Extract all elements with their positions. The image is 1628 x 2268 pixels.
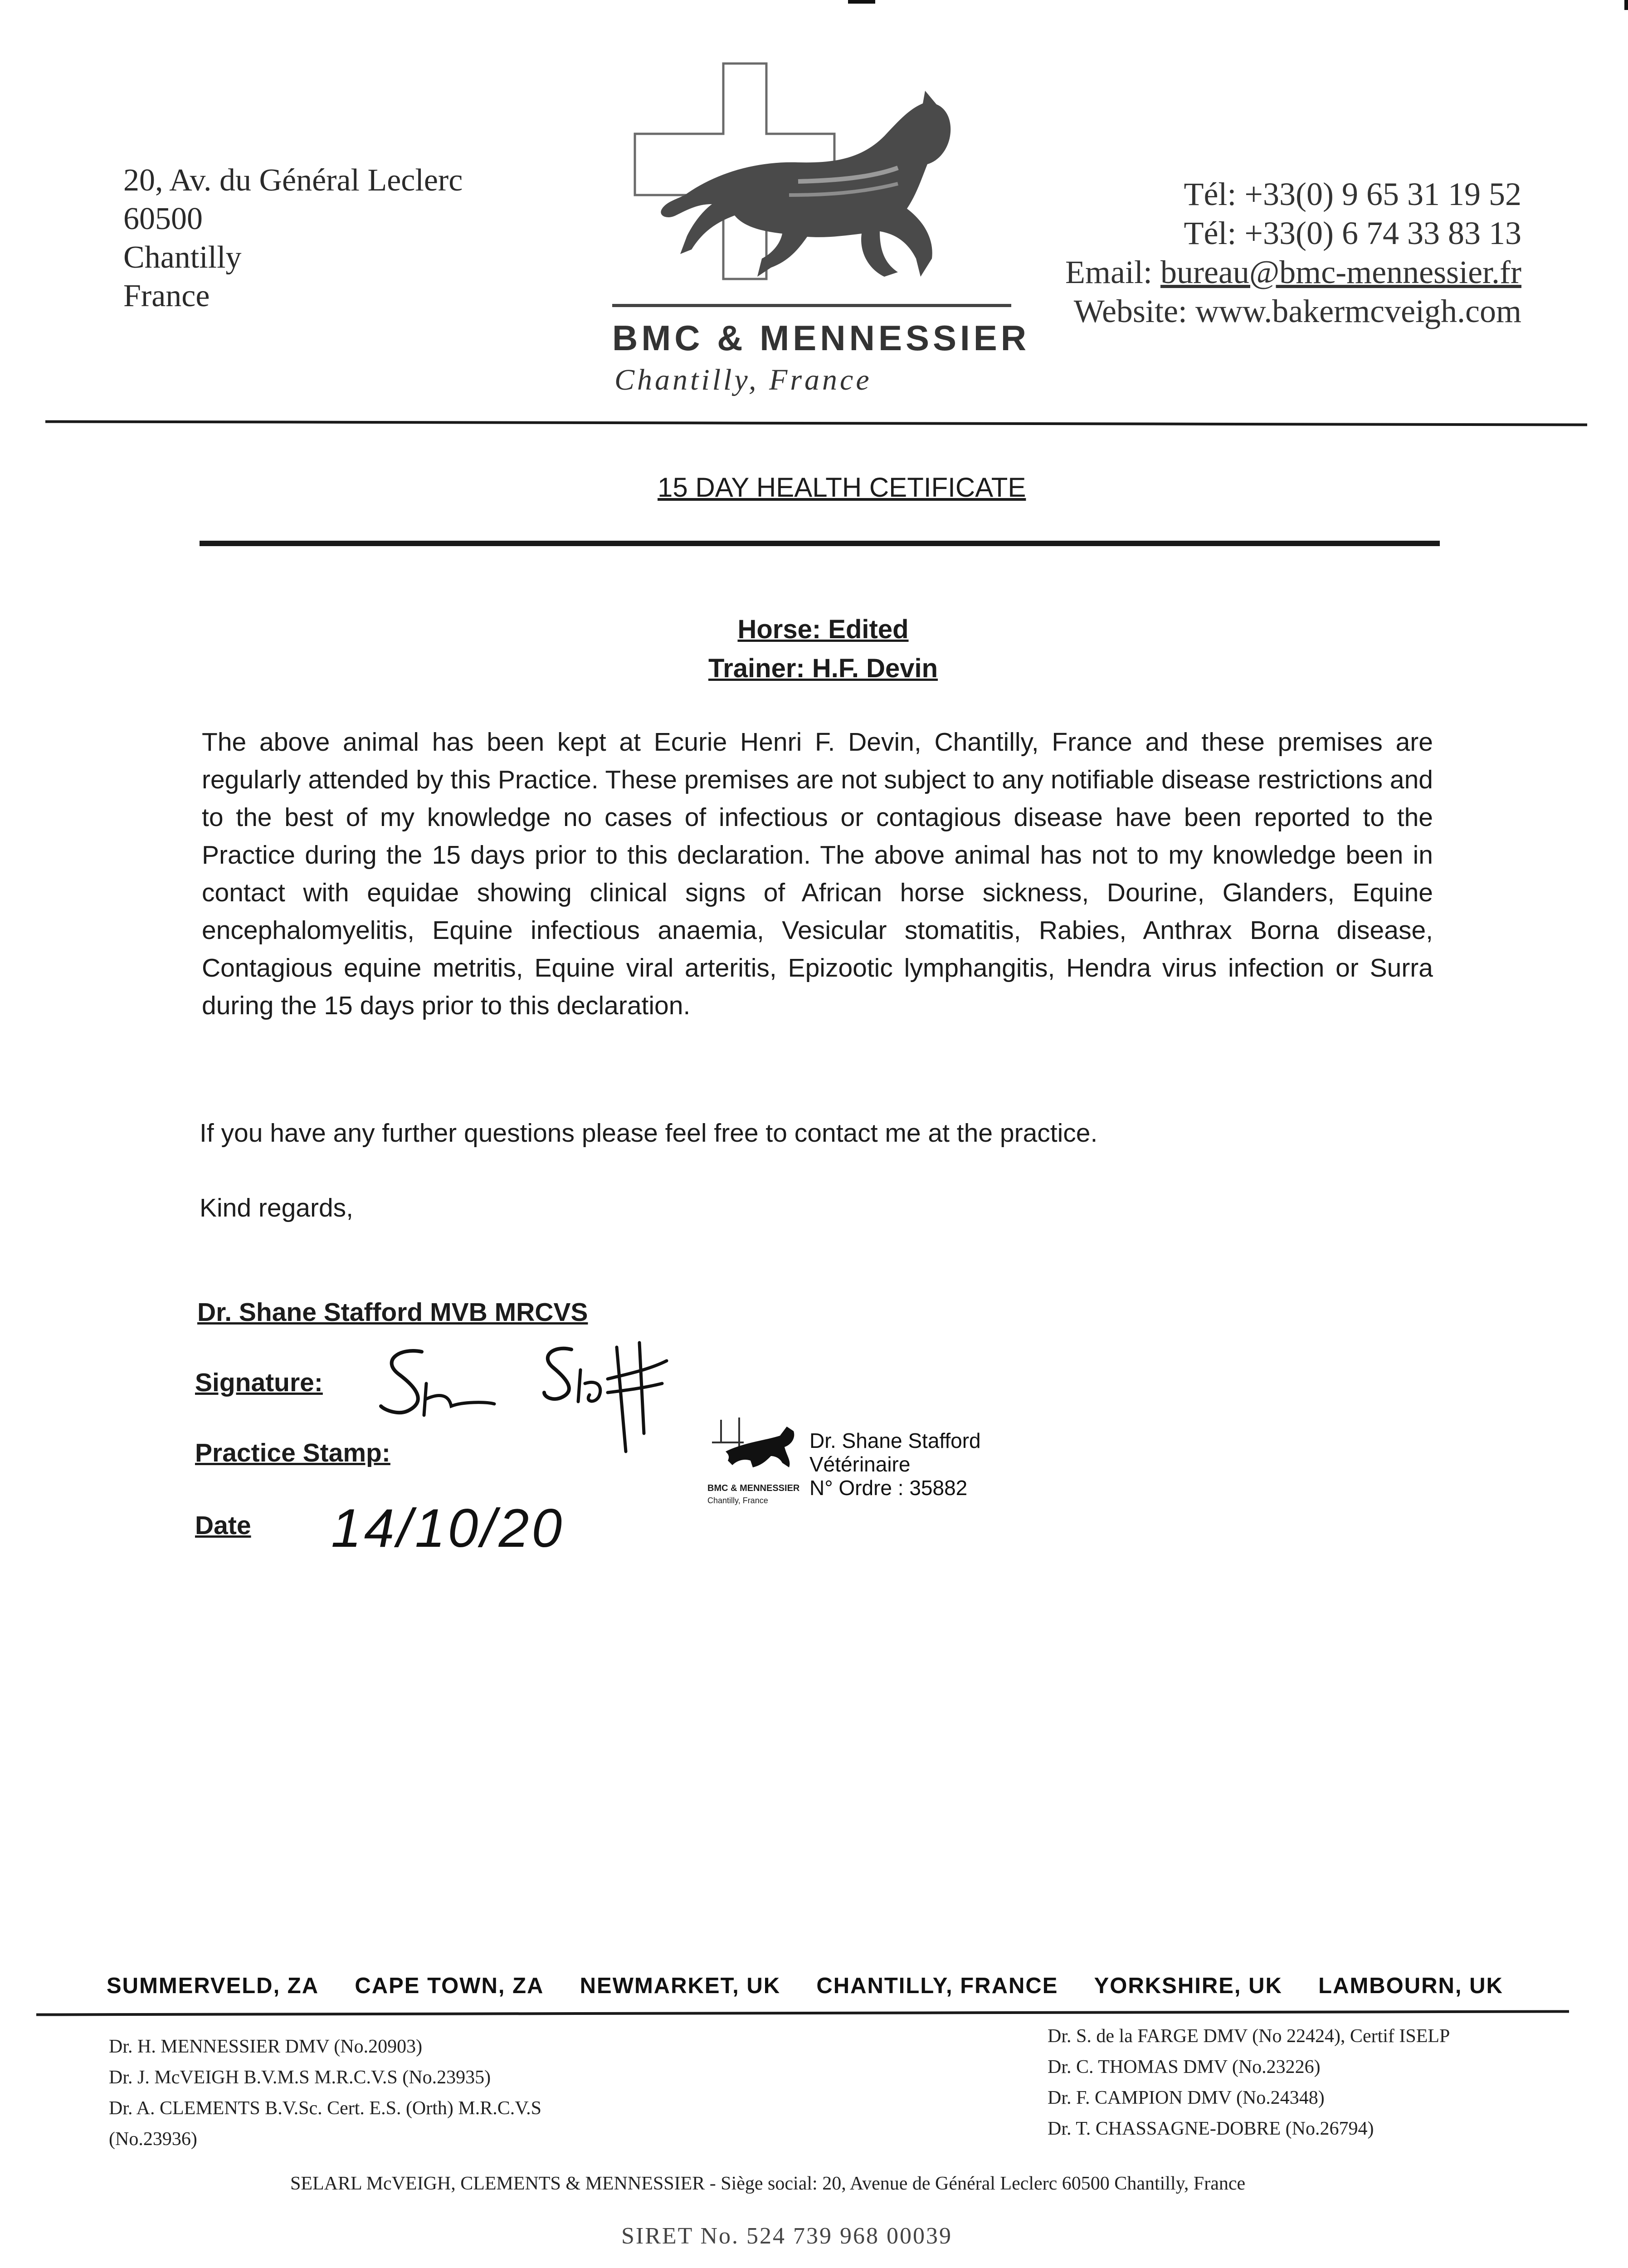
location-lambourn: LAMBOURN, UK xyxy=(1318,1974,1503,1998)
practice-logo xyxy=(608,59,1030,413)
address-postcode: 60500 xyxy=(123,201,203,236)
vet-thomas: Dr. C. THOMAS DMV (No.23226) xyxy=(1048,2057,1321,2077)
signatory-name: Dr. Shane Stafford MVB MRCVS xyxy=(197,1298,588,1327)
vets-left-list xyxy=(109,2031,541,2155)
vet-clements: Dr. A. CLEMENTS B.V.Sc. Cert. E.S. (Orth) M.R.C.V.S xyxy=(109,2098,542,2119)
signature-label: Signature: xyxy=(195,1368,323,1397)
location-cape-town: CAPE TOWN, ZA xyxy=(355,1974,544,1998)
email-label: Email: xyxy=(1065,254,1160,290)
website-line[interactable]: Website: www.bakermcveigh.com xyxy=(1073,293,1521,329)
stamp-text xyxy=(809,1429,981,1500)
practice-stamp-label: Practice Stamp: xyxy=(195,1438,390,1467)
contact-sentence: If you have any further questions please feel free to contact me at the practice. xyxy=(200,1119,1098,1148)
stamp-vet-name: Dr. Shane Stafford xyxy=(809,1429,981,1452)
trainer-name: Trainer: H.F. Devin xyxy=(708,654,938,683)
date-label: Date xyxy=(195,1511,251,1540)
location-chantilly: CHANTILLY, FRANCE xyxy=(816,1974,1058,1998)
phone-2: Tél: +33(0) 6 74 33 83 13 xyxy=(1184,215,1521,251)
vet-de-la-farge: Dr. S. de la FARGE DMV (No 22424), Certif ISELP xyxy=(1048,2026,1450,2047)
certificate-title: 15 DAY HEALTH CETIFICATE xyxy=(658,472,1026,503)
location-summerveld: SUMMERVELD, ZA xyxy=(107,1974,319,1998)
address-country: France xyxy=(123,279,210,313)
email-line xyxy=(1065,253,1521,292)
stamp-horse-icon xyxy=(707,1415,807,1474)
registered-seat: SELARL McVEIGH, CLEMENTS & MENNESSIER - Siège social: 20, Avenue de Général Leclerc 60500 Chantilly, France xyxy=(290,2173,1246,2194)
scan-mark xyxy=(848,0,875,4)
locations-strip xyxy=(107,1973,1503,1999)
certificate-body: The above animal has been kept at Ecurie Henri F. Devin, Chantilly, France and these premises are regularly attended by this Practice. These premises are not subject to any notifiable disease restrictions and to the best of my knowledge no cases of infectious or contagious disease have been reported to the Practice during the 15 days prior to this declaration. The above animal has not to my knowledge been in contact with equidae showing clinical signs of African horse sickness, Dourine, Glanders, Equine encephalomyelitis, Equine infectious anaemia, Vesicular stomatitis, Rabies, Anthrax Borna disease, Contagious equine metritis, Equine viral arteritis, Epizootic lymphangitis, Hendra virus infection or Surra during the 15 days prior to this declaration. xyxy=(202,728,1433,1020)
horse-name: Horse: Edited xyxy=(737,615,909,644)
stamp-order-number: N° Ordre : 35882 xyxy=(809,1476,968,1500)
logo-place: Chantilly, France xyxy=(614,363,872,396)
handwritten-date: 14/10/20 xyxy=(331,1498,565,1559)
closing: Kind regards, xyxy=(200,1193,354,1222)
contact-block xyxy=(1065,175,1521,331)
location-newmarket: NEWMARKET, UK xyxy=(580,1974,781,1998)
vet-mcveigh: Dr. J. McVEIGH B.V.M.S M.R.C.V.S (No.23935) xyxy=(109,2067,491,2088)
practice-stamp xyxy=(707,1415,1025,1515)
scan-mark xyxy=(1624,0,1628,10)
stamp-place: Chantilly, France xyxy=(707,1496,768,1505)
email-link[interactable]: bureau@bmc-mennessier.fr xyxy=(1160,254,1521,290)
vets-right-list xyxy=(1048,2021,1450,2144)
stamp-brand: BMC & MENNESSIER xyxy=(707,1483,800,1493)
title-rule xyxy=(200,541,1440,546)
address-street: 20, Av. du Général Leclerc xyxy=(123,163,463,198)
address-city: Chantilly xyxy=(123,240,242,275)
header-rule xyxy=(45,420,1587,426)
vet-chassagne-dobre: Dr. T. CHASSAGNE-DOBRE (No.26794) xyxy=(1048,2118,1374,2139)
vet-mennessier: Dr. H. MENNESSIER DMV (No.20903) xyxy=(109,2036,423,2057)
vet-campion: Dr. F. CAMPION DMV (No.24348) xyxy=(1048,2087,1325,2108)
handwritten-signature xyxy=(372,1338,698,1461)
logo-divider xyxy=(612,304,1011,307)
footer-rule xyxy=(36,2010,1569,2016)
address-block xyxy=(123,161,463,315)
subject-block xyxy=(590,610,1057,688)
siret-number: SIRET No. 524 739 968 00039 xyxy=(621,2223,953,2249)
vet-clements-number: (No.23936) xyxy=(109,2129,197,2150)
phone-1: Tél: +33(0) 9 65 31 19 52 xyxy=(1184,176,1521,212)
stamp-vet-role: Vétérinaire xyxy=(809,1452,911,1476)
logo-name: BMC & MENNESSIER xyxy=(612,318,1030,358)
horse-cross-logo-icon xyxy=(608,59,1016,331)
location-yorkshire: YORKSHIRE, UK xyxy=(1094,1974,1282,1998)
